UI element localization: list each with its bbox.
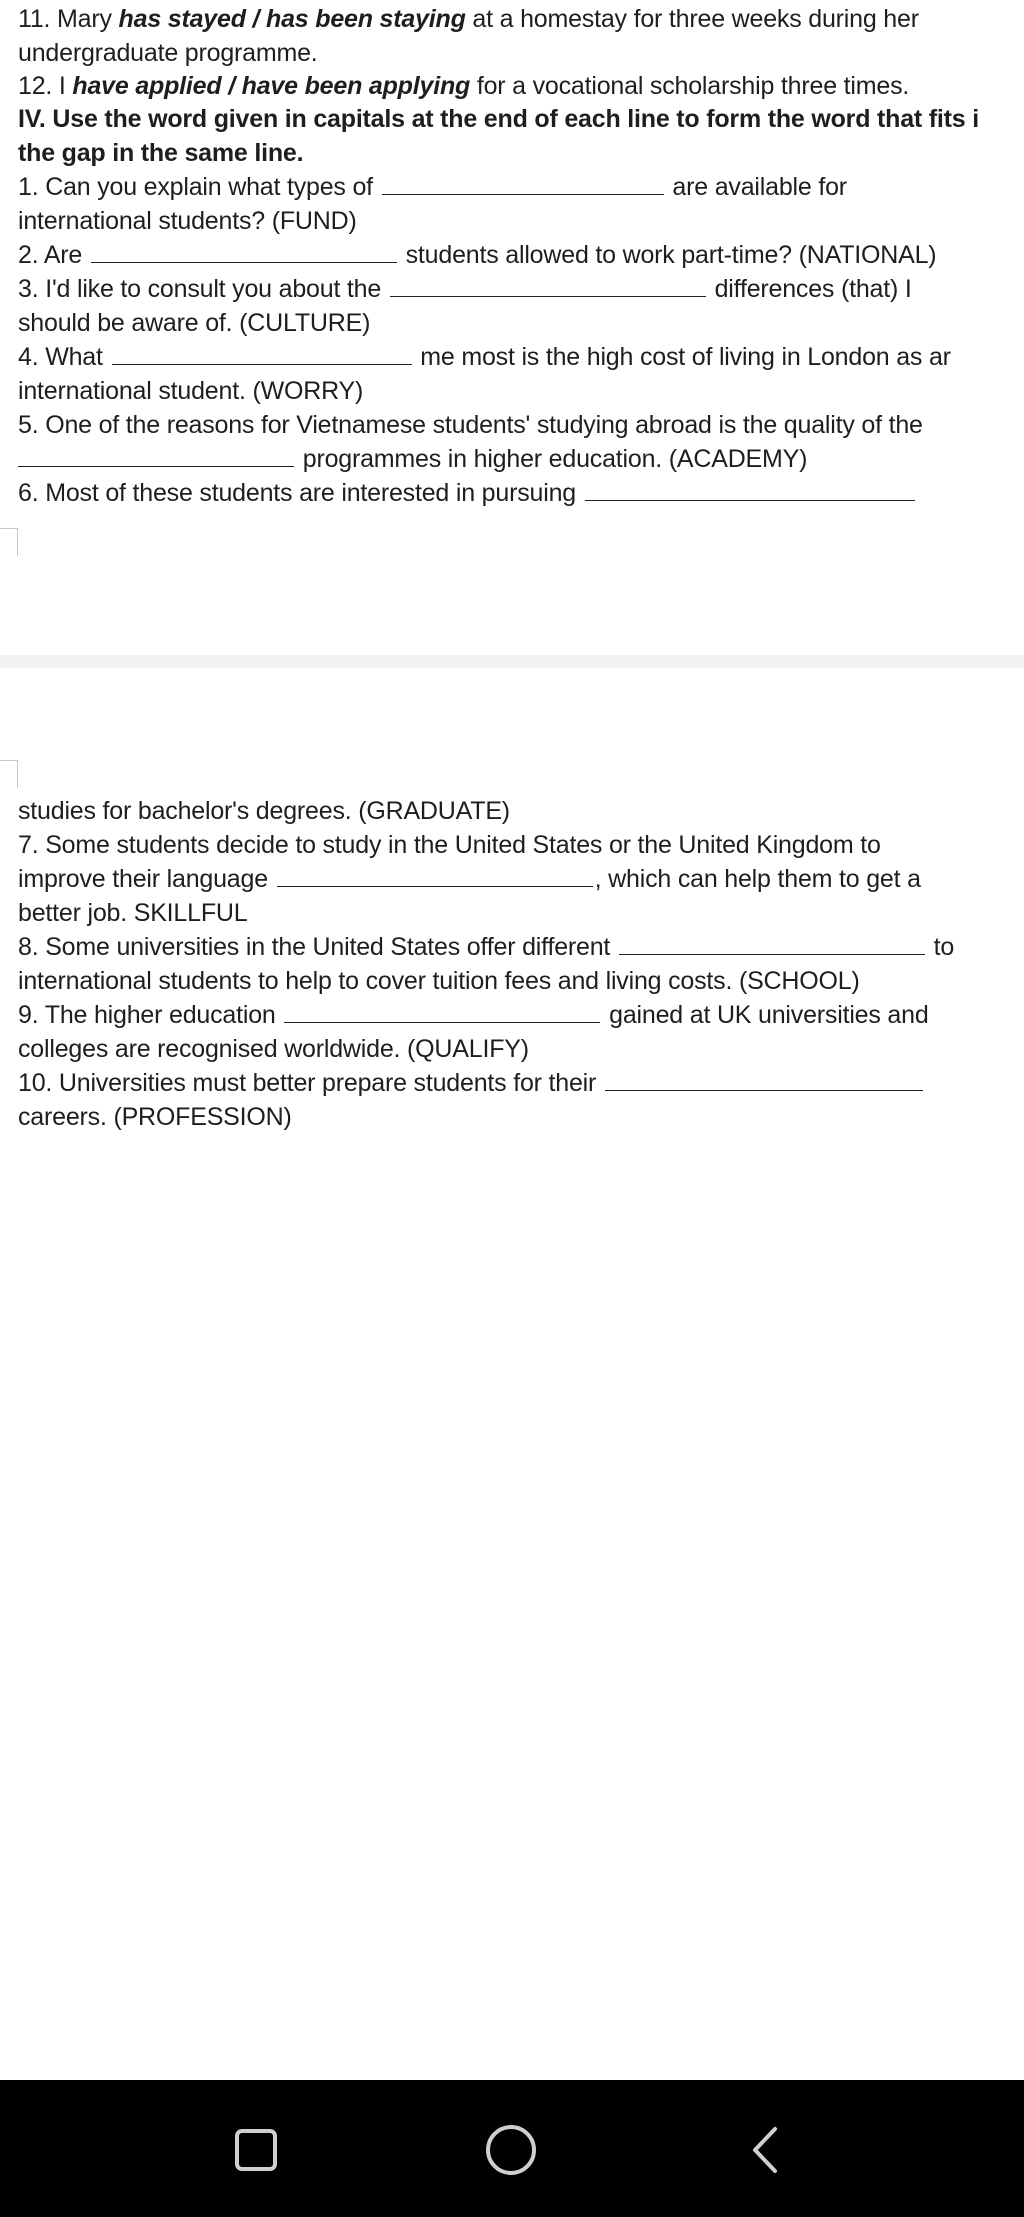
item-6 bbox=[18, 476, 917, 510]
item-7-continuation bbox=[18, 862, 921, 896]
item-text: improve their language bbox=[18, 865, 275, 893]
home-icon bbox=[481, 2120, 541, 2180]
item-10 bbox=[18, 1066, 925, 1100]
item-text: students allowed to work part-time? (NATIONAL) bbox=[398, 241, 937, 269]
item-5: 5. One of the reasons for Vietnamese students' studying abroad is the quality of the bbox=[18, 411, 923, 439]
item-text: me most is the high cost of living in London as ar bbox=[413, 343, 951, 371]
item-9 bbox=[18, 998, 929, 1032]
item-text: 8. Some universities in the United States offer different bbox=[18, 933, 617, 961]
question-number: 11. Mary bbox=[18, 5, 119, 33]
item-text: gained at UK universities and bbox=[602, 1001, 929, 1029]
item-9-continuation: colleges are recognised worldwide. (QUALIFY) bbox=[18, 1035, 529, 1063]
item-text: to bbox=[926, 933, 955, 961]
answer-blank[interactable] bbox=[18, 444, 294, 467]
answer-blank[interactable] bbox=[585, 478, 915, 501]
answer-blank[interactable] bbox=[382, 172, 664, 195]
answer-blank[interactable] bbox=[605, 1068, 923, 1091]
question-text: for a vocational scholarship three times. bbox=[470, 72, 910, 100]
page-corner-mark bbox=[0, 528, 18, 556]
recent-apps-icon bbox=[226, 2120, 286, 2180]
item-7: 7. Some students decide to study in the United States or the United Kingdom to bbox=[18, 831, 881, 859]
item-1-continuation: international students? (FUND) bbox=[18, 207, 357, 235]
item-text: 2. Are bbox=[18, 241, 89, 269]
recent-apps-button[interactable] bbox=[226, 2120, 286, 2180]
item-8-continuation: international students to help to cover tuition fees and living costs. (SCHOOL) bbox=[18, 967, 860, 995]
page-corner-mark bbox=[0, 760, 18, 788]
item-4 bbox=[18, 340, 951, 374]
item-3 bbox=[18, 272, 912, 306]
answer-blank[interactable] bbox=[112, 342, 412, 365]
answer-text: have applied / have been applying bbox=[72, 72, 471, 100]
document-page-1 bbox=[0, 0, 1024, 655]
question-11-continuation: undergraduate programme. bbox=[18, 39, 318, 67]
item-text: 4. What bbox=[18, 343, 110, 371]
question-11 bbox=[18, 2, 919, 36]
item-6-continuation: studies for bachelor's degrees. (GRADUATE) bbox=[18, 797, 510, 825]
item-text: programmes in higher education. (ACADEMY) bbox=[296, 445, 808, 473]
android-navigation-bar bbox=[0, 2080, 1024, 2217]
item-text: 1. Can you explain what types of bbox=[18, 173, 380, 201]
answer-blank[interactable] bbox=[91, 240, 397, 263]
answer-text: has stayed / has been staying bbox=[118, 5, 466, 33]
item-text: are available for bbox=[665, 173, 847, 201]
page-divider bbox=[0, 655, 1024, 668]
answer-blank[interactable] bbox=[390, 274, 706, 297]
question-12 bbox=[18, 69, 909, 103]
item-10-continuation: careers. (PROFESSION) bbox=[18, 1103, 292, 1131]
back-icon bbox=[736, 2120, 796, 2180]
item-text: differences (that) I bbox=[707, 275, 912, 303]
item-text: 3. I'd like to consult you about the bbox=[18, 275, 388, 303]
item-text: 10. Universities must better prepare students for their bbox=[18, 1069, 603, 1097]
answer-blank[interactable] bbox=[284, 1000, 600, 1023]
section-heading: IV. Use the word given in capitals at the end of each line to form the word that fits i bbox=[18, 105, 979, 133]
answer-blank[interactable] bbox=[619, 932, 925, 955]
item-text: , which can help them to get a bbox=[594, 865, 921, 893]
item-2 bbox=[18, 238, 936, 272]
item-7-continuation-2: better job. SKILLFUL bbox=[18, 899, 248, 927]
item-text: 9. The higher education bbox=[18, 1001, 283, 1029]
back-button[interactable] bbox=[736, 2120, 796, 2180]
item-5-continuation bbox=[18, 442, 807, 476]
answer-blank[interactable] bbox=[277, 864, 593, 887]
question-text: at a homestay for three weeks during her bbox=[465, 5, 919, 33]
item-4-continuation: international student. (WORRY) bbox=[18, 377, 364, 405]
item-1 bbox=[18, 170, 847, 204]
section-heading-continuation: the gap in the same line. bbox=[18, 139, 304, 167]
item-3-continuation: should be aware of. (CULTURE) bbox=[18, 309, 371, 337]
home-button[interactable] bbox=[481, 2120, 541, 2180]
document-page-2 bbox=[0, 668, 1024, 2080]
question-number: 12. I bbox=[18, 72, 73, 100]
item-8 bbox=[18, 930, 954, 964]
item-text: 6. Most of these students are interested in pursuing bbox=[18, 479, 583, 507]
